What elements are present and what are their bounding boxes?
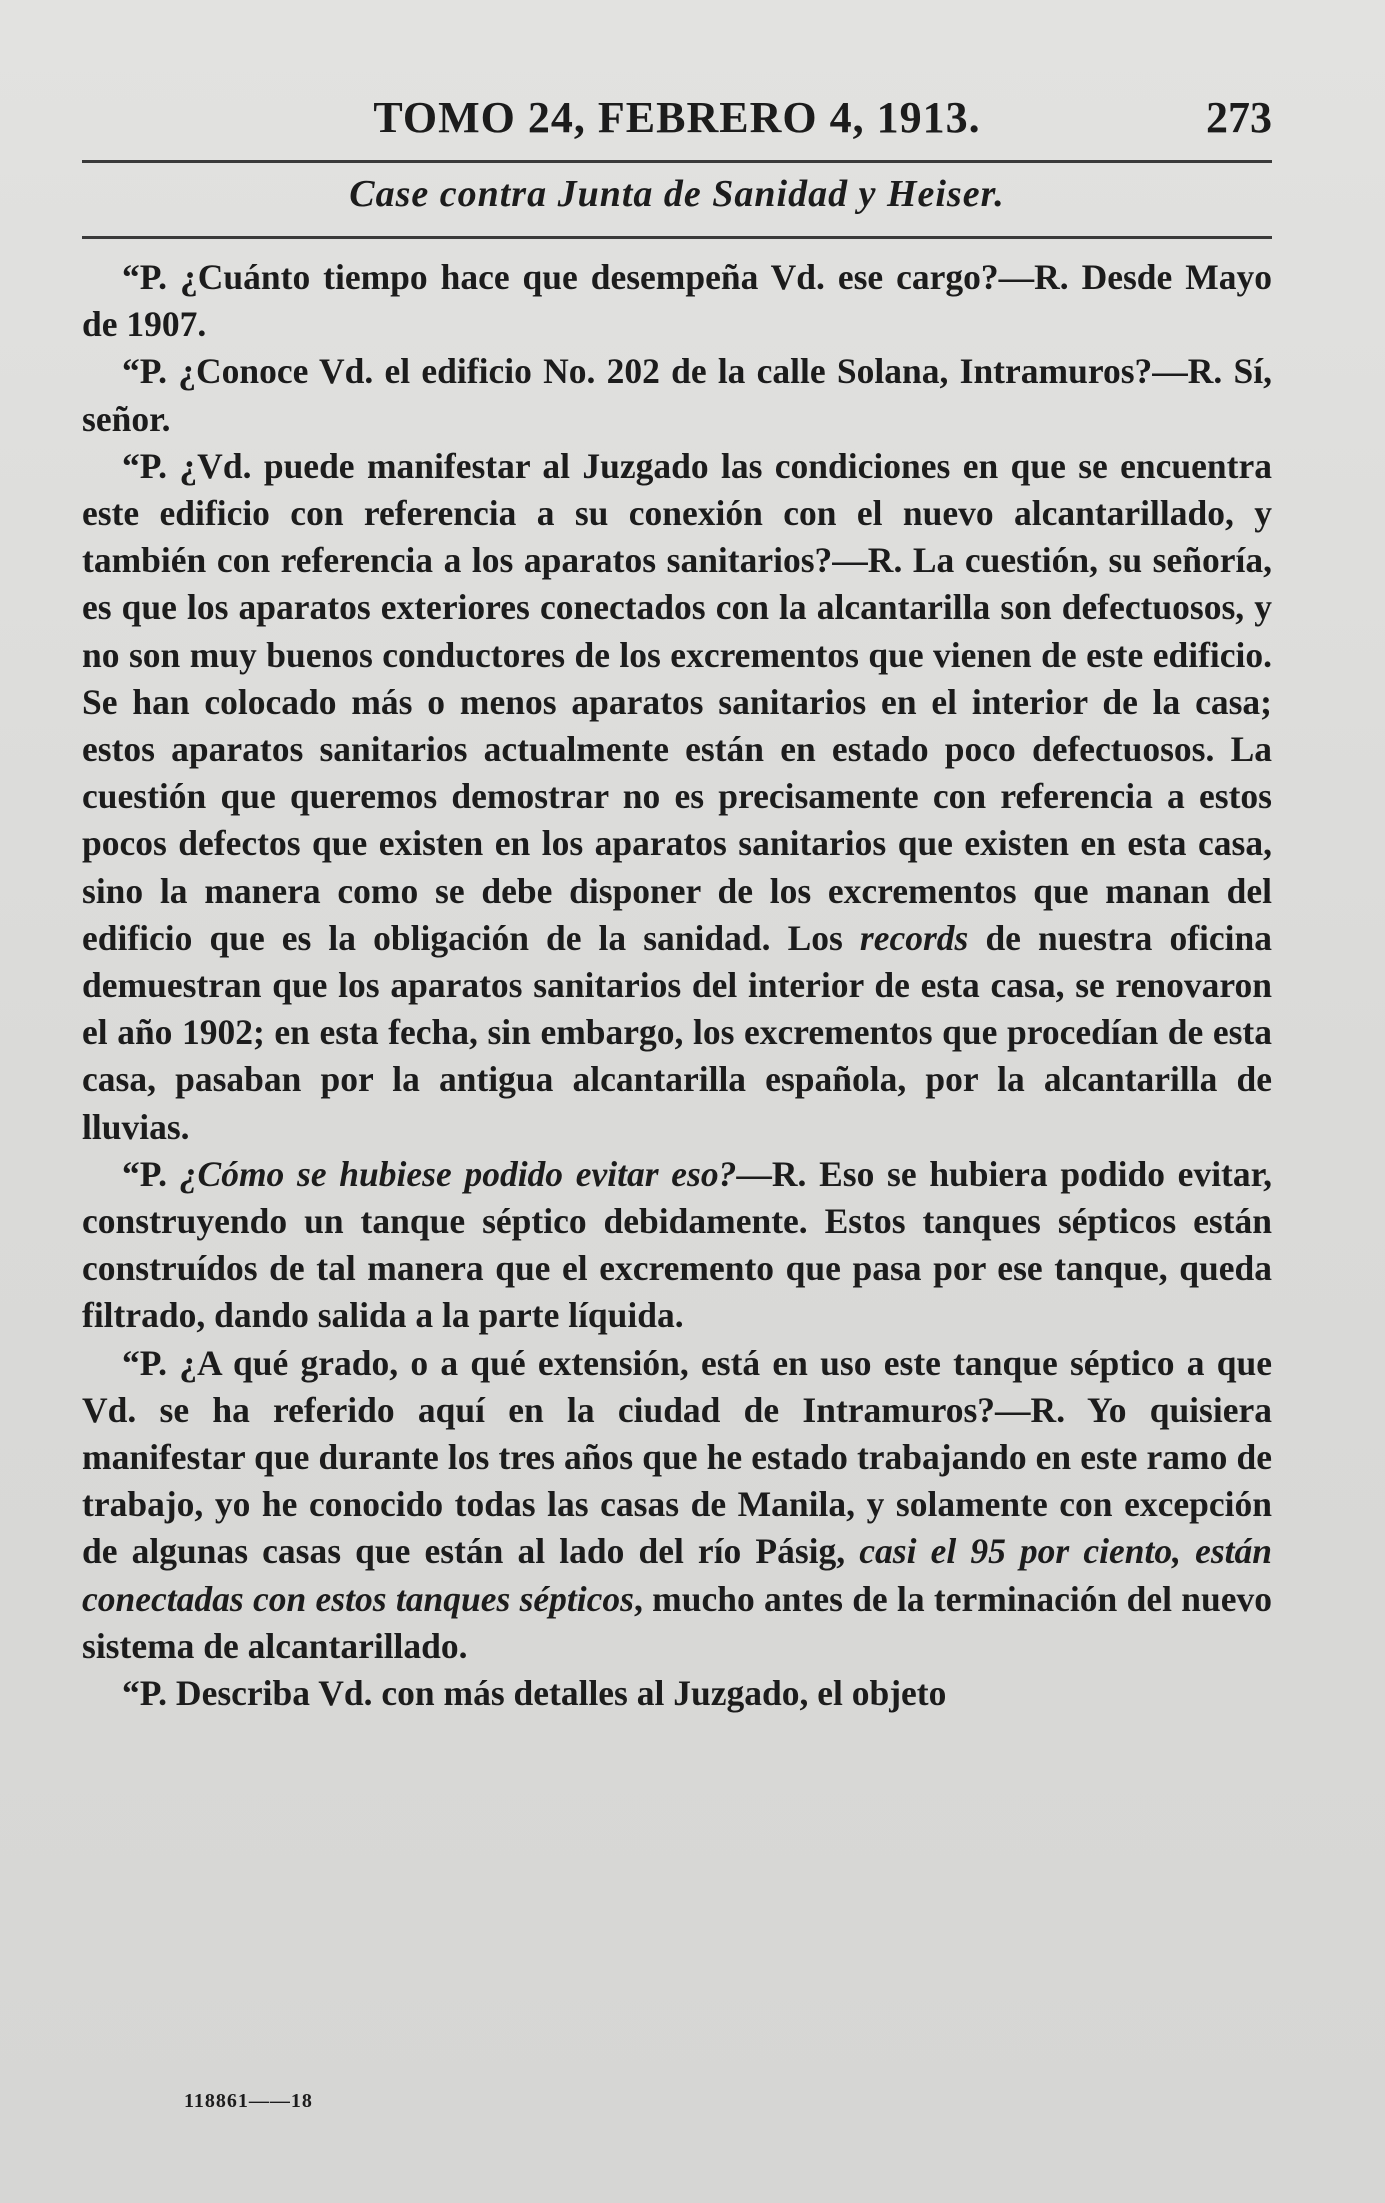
paragraph-text: “P. ¿Conoce Vd. el edificio No. 202 de la calle Solana, Intramuros?—R. Sí, señor. — [82, 351, 1272, 439]
paragraph-6 — [82, 1670, 1272, 1717]
paragraph-text: , mucho antes de la terminación del nuevo sistema de alcantarillado. — [82, 1578, 1272, 1666]
paragraph-text: “P. Describa Vd. con más detalles al Juzgado, el objeto — [122, 1673, 947, 1714]
header-rule-bottom — [82, 236, 1272, 239]
page-number: 273 — [1206, 93, 1272, 142]
paragraph-text: “P. ¿Cuánto tiempo hace que desempeña Vd. ese cargo?—R. Desde Mayo de 1907. — [82, 257, 1272, 345]
page-body — [82, 254, 1272, 1717]
page-header — [82, 92, 1272, 152]
paragraph-text: de nuestra oficina demuestran que los aparatos sanitarios del interior de esta casa, se renovaron el año 1902; en esta fecha, sin embargo, los excrementos que procedían de esta casa, pasaban por la antigua alcantarilla española, por la alcantarilla de lluvias. — [82, 917, 1273, 1147]
paragraph-text: “P. ¿Vd. puede manifestar al Juzgado las condiciones en que se encuentra este edificio con referencia a su conexión con el nuevo alcantarillado, y también con referencia a los aparatos sanitarios?—R. La cuestión, su señoría, es que los aparatos exteriores conectados con la alcantarilla son defectuosos, y no son muy buenos conductores de los excrementos que vienen de este edificio. Se han colocado más o menos aparatos sanitarios en el interior de la casa; estos aparatos sanitarios actualmente están en estado poco defectuosos. La cuestión que queremos demostrar no es precisamente con referencia a estos pocos defectos que existen en los aparatos sanitarios que existen en esta casa, sino la manera como se debe disponer de los excrementos que manan del edificio que es la obligación de la sanidad. Los — [82, 445, 1272, 958]
paragraph-2 — [82, 348, 1272, 442]
print-code: 118861——18 — [184, 2090, 313, 2112]
paragraph-3 — [82, 443, 1272, 1151]
paragraph-text: “P. ¿A qué grado, o a qué extensión, está en uso este tanque séptico a que Vd. se ha referido aquí en la ciudad de Intramuros?—R. Yo quisiera manifestar que durante los tres años que he estado trabajando en este ramo de trabajo, yo he conocido todas las casas de Manila, y solamente con excepción de algunas casas que están al lado del río Pásig, — [82, 1342, 1272, 1572]
italic-phrase: casi el 95 por ciento, están conectadas con estos tanques sépticos — [82, 1531, 1273, 1619]
italic-question: ¿Cómo se hubiese podido evitar eso? — [179, 1153, 737, 1194]
paragraph-5 — [82, 1340, 1272, 1670]
paragraph-1 — [82, 254, 1272, 348]
header-rule-top — [82, 160, 1272, 163]
case-title: Case contra Junta de Sanidad y Heiser. — [349, 173, 1005, 215]
paragraph-text: “P. — [122, 1153, 180, 1194]
paragraph-4 — [82, 1151, 1272, 1340]
running-title: TOMO 24, FEBRERO 4, 1913. — [373, 93, 981, 142]
italic-word: records — [859, 917, 969, 958]
paragraph-text: —R. Eso se hubiera podido evitar, construyendo un tanque séptico debidamente. Estos tanques sépticos están construídos de tal manera que el excremento que pasa por ese tanque, queda filtrado, dando salida a la parte líquida. — [82, 1153, 1273, 1336]
